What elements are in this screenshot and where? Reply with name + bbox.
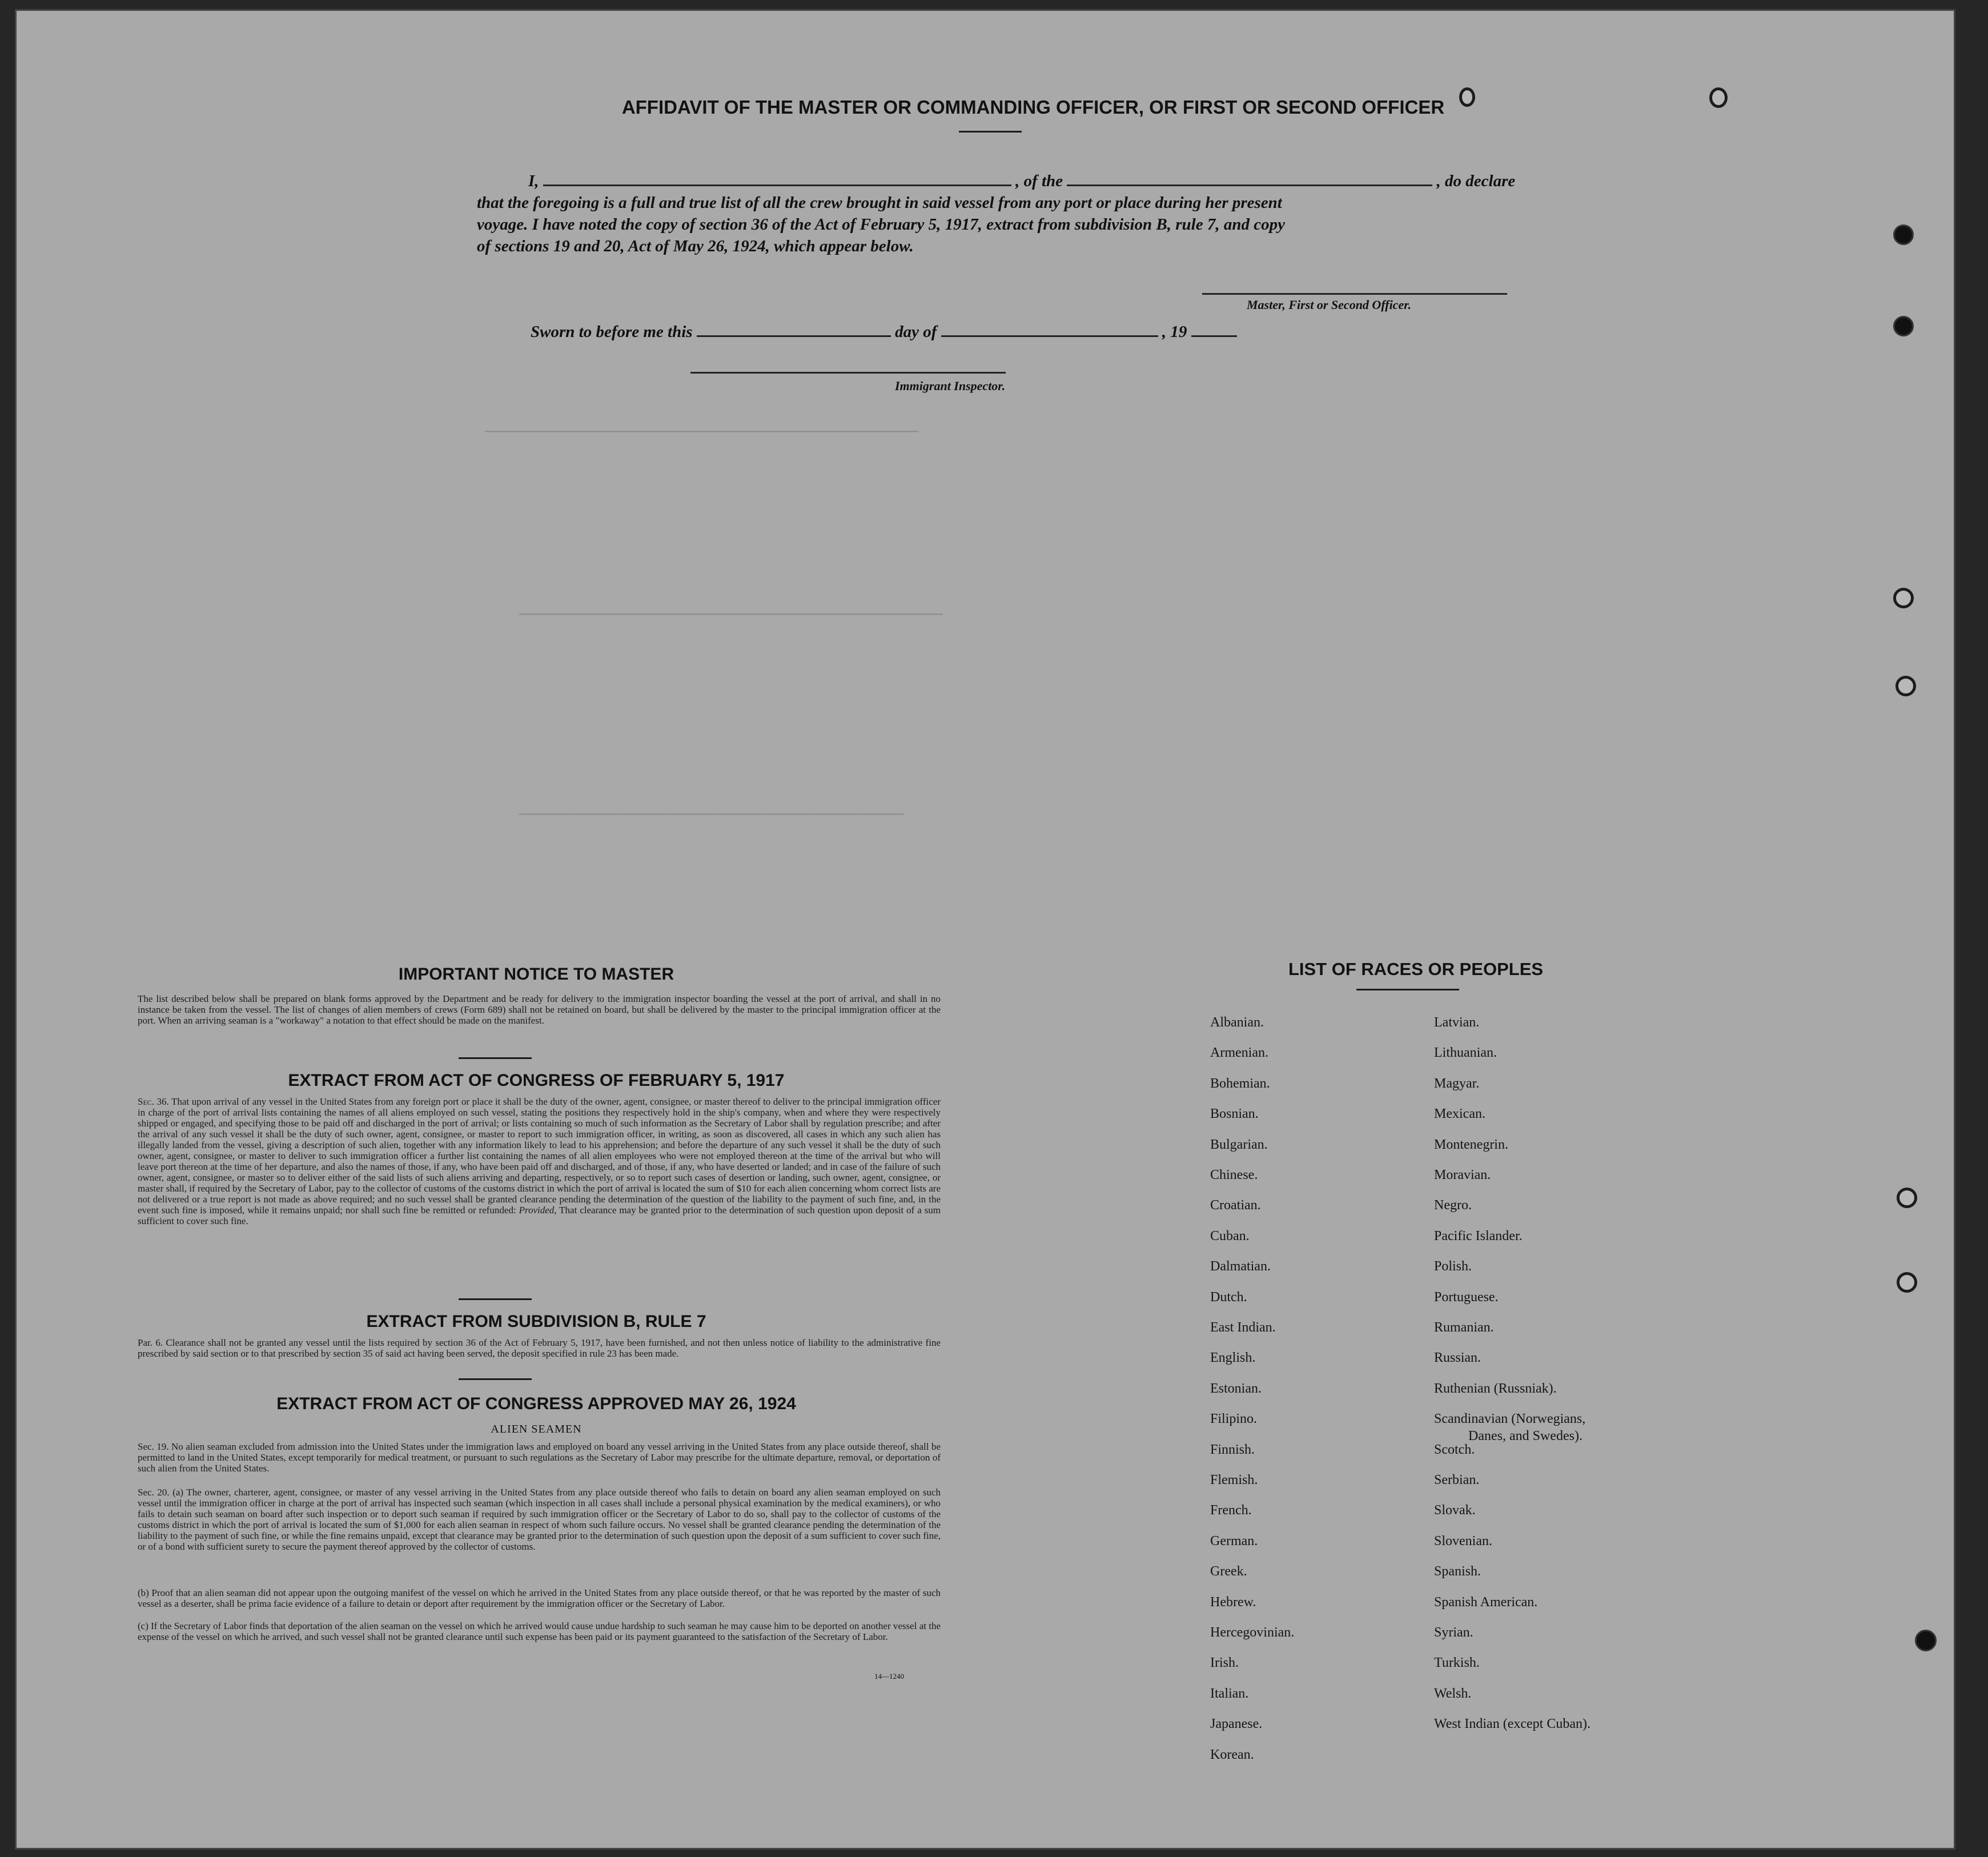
race-item: Bosnian. bbox=[1210, 1106, 1259, 1121]
race-item: Syrian. bbox=[1434, 1625, 1473, 1640]
rule-7-title: EXTRACT FROM SUBDIVISION B, RULE 7 bbox=[366, 1312, 706, 1331]
bleed-through-text: ──────────────────────────────────────────── bbox=[519, 605, 943, 624]
race-item: Bulgarian. bbox=[1210, 1137, 1268, 1152]
rule-7-rule bbox=[459, 1378, 532, 1380]
act-1917-section-text: That upon arrival of any vessel in the United States from any foreign port or place it shall be the duty of the owner, agent, consignee, or master thereof to deliver to the principal immigration officer in charge of the port of arrival lists containing the names of all aliens employed on such vessel, stating the positions they respectively hold in the ship's company, when and where they were respectively shipped or engaged, and specifying those to be paid off and discharged in the port of arrival; or lists containing so much of such information as the Secretary of Labor shall by regulation prescribe; and after the arrival of any such vessel it shall be the duty of such owner, agent, consignee, or master to report to such immigration officer, in writing, as soon as discovered, all cases in which any such alien has illegally landed from the vessel, giving a description of such alien, together with any information likely to lead to his apprehension; and before the departure of any such vessel it shall be the duty of such owner, agent, consignee, or master to deliver to such immigration officer a further list containing the names of all alien employees who were not employed thereon at the time of the arrival but who will leave port thereon at the time of her departure, and also the names of those, if any, who have been paid off and discharged, and of those, if any, who have deserted or landed; and in case of the failure of such owner, agent, consignee, or master so to deliver either of the said lists of such aliens arriving and departing, respectively, or so to report such cases of desertion or landing, such owner, agent, consignee, or master shall, if required by the Secretary of Labor, pay to the collector of customs of the customs district in which the port of arrival is located the sum of $10 for each alien concerning whom correct lists are not delivered or a true report is not made as above required; and no such vessel shall be granted clearance pending the determination of the question of the liability to the payment of such fine, and, in the event such fine is imposed, while it remains unpaid; nor shall such fine be remitted or refunded: bbox=[138, 1096, 941, 1216]
race-item: Hebrew. bbox=[1210, 1595, 1256, 1610]
act-1924-sec-20c: (c) If the Secretary of Labor finds that deportation of the alien seaman on the vessel on which he arrived would cause undue hardship to such seaman he may cause him to be deported on another vessel at the expense of the vessel on which he arrived, and such vessel shall not be granted clearance until such expense has been paid or its payment guaranteed to the satisfaction of the Secretary of Labor. bbox=[138, 1621, 941, 1642]
race-item: Irish. bbox=[1210, 1655, 1239, 1670]
race-item: East Indian. bbox=[1210, 1320, 1276, 1335]
race-item: Serbian. bbox=[1434, 1473, 1480, 1487]
affidavit-title-rule bbox=[959, 131, 1022, 133]
race-item: Hercegovinian. bbox=[1210, 1625, 1295, 1640]
race-item: Korean. bbox=[1210, 1747, 1254, 1762]
race-item: Portuguese. bbox=[1434, 1290, 1499, 1305]
affidavit-line-2: that the foregoing is a full and true list of all the crew brought in said vessel from any port or place during her present bbox=[477, 194, 1282, 212]
race-item: Chinese. bbox=[1210, 1168, 1258, 1182]
binder-hole-icon bbox=[1893, 588, 1914, 608]
notice-text: The list described below shall be prepared on blank forms approved by the Department and be ready for delivery to the immigration inspector boarding the vessel at the port of arrival, and shall in no instance be taken from the vessel. The list of changes of alien members of crews (Form 689) shall not be retained on board, but shall be delivered by the master to the principal immigration officer at the port. When an arriving seaman is a "workaway" a notation to that effect should be made on the manifest. bbox=[138, 993, 941, 1026]
race-item: Filipino. bbox=[1210, 1411, 1258, 1426]
race-item: Estonian. bbox=[1210, 1381, 1262, 1396]
race-item: Scotch. bbox=[1434, 1442, 1475, 1457]
affidavit-line-3: voyage. I have noted the copy of section 36 of the Act of February 5, 1917, extract from subdivision B, rule 7, and copy bbox=[477, 215, 1285, 234]
race-item: Russian. bbox=[1434, 1350, 1481, 1365]
race-item: Albanian. bbox=[1210, 1015, 1264, 1030]
races-rule bbox=[1356, 989, 1459, 990]
sworn-day-of-label: day of bbox=[895, 323, 937, 341]
race-item: Lithuanian. bbox=[1434, 1045, 1497, 1060]
race-item: Flemish. bbox=[1210, 1473, 1258, 1487]
binder-hole-icon bbox=[1897, 1188, 1917, 1208]
affidavit-declarant-label: I, bbox=[528, 172, 539, 190]
race-item: Moravian. bbox=[1434, 1168, 1491, 1182]
sworn-label: Sworn to before me this bbox=[531, 323, 693, 341]
race-item: West Indian (except Cuban). bbox=[1434, 1716, 1591, 1731]
act-1924-subtitle: ALIEN SEAMEN bbox=[491, 1423, 582, 1435]
race-item: English. bbox=[1210, 1350, 1256, 1365]
notice-rule bbox=[459, 1057, 532, 1059]
race-item: Armenian. bbox=[1210, 1045, 1268, 1060]
race-item: Mexican. bbox=[1434, 1106, 1485, 1121]
notice-title: IMPORTANT NOTICE TO MASTER bbox=[398, 965, 674, 984]
master-signature-caption: Master, First or Second Officer. bbox=[1247, 298, 1412, 312]
act-1924-title: EXTRACT FROM ACT OF CONGRESS APPROVED MAY 26, 1924 bbox=[276, 1394, 796, 1413]
race-item: Turkish. bbox=[1434, 1655, 1480, 1670]
rule-7-text: Par. 6. Clearance shall not be granted any vessel until the lists required by section 36 of the Act of February 5, 1917, have been furnished, and not then unless notice of liability to the administrative fine prescribed by said section or to that prescribed by section 35 of said act having been served, the deposit specified in rule 23 has been made. bbox=[138, 1337, 941, 1359]
race-item: Italian. bbox=[1210, 1686, 1249, 1701]
race-item: Bohemian. bbox=[1210, 1076, 1270, 1091]
affidavit-declare-label: , do declare bbox=[1436, 172, 1516, 190]
race-item: Greek. bbox=[1210, 1564, 1247, 1579]
act-1924-sec-19: Sec. 19. No alien seaman excluded from admission into the United States under the immigration laws and employed on board any vessel arriving in the United States from any place outside thereof, shall be permitted to land in the United States, except temporarily for medical treatment, or pursuant to such regulations as the Secretary of Labor may prescribe for the ultimate departure, removal, or deportation of such alien from the United States. bbox=[138, 1441, 941, 1474]
race-item: Negro. bbox=[1434, 1198, 1472, 1213]
declarant-name-blank[interactable] bbox=[543, 185, 1011, 186]
race-item: Montenegrin. bbox=[1434, 1137, 1508, 1152]
binder-hole-icon bbox=[1893, 224, 1914, 245]
race-item: Finnish. bbox=[1210, 1442, 1255, 1457]
race-item: Dutch. bbox=[1210, 1290, 1247, 1305]
race-item: Croatian. bbox=[1210, 1198, 1261, 1213]
race-item: Pacific Islander. bbox=[1434, 1229, 1523, 1244]
race-item: Welsh. bbox=[1434, 1686, 1472, 1701]
race-item: Spanish American. bbox=[1434, 1595, 1538, 1610]
race-item: Cuban. bbox=[1210, 1229, 1250, 1244]
race-item: French. bbox=[1210, 1503, 1252, 1518]
affidavit-title: AFFIDAVIT OF THE MASTER OR COMMANDING OFFICER, OR FIRST OR SECOND OFFICER bbox=[621, 97, 1445, 118]
binder-hole-icon bbox=[1459, 87, 1475, 107]
act-1917-proviso-label: Provided, bbox=[519, 1205, 557, 1216]
binder-hole-icon bbox=[1709, 87, 1728, 108]
act-1924-sec-20b: (b) Proof that an alien seaman did not appear upon the outgoing manifest of the vessel on which he arrived in the United States from any place outside thereof, or that he was reported by the master of such vessel as a deserter, shall be prima facie evidence of a failure to detain or deport after requirement by the immigration officer or the Secretary of Labor. bbox=[138, 1587, 941, 1609]
race-item: Polish. bbox=[1434, 1259, 1472, 1274]
act-1917-section-label: Sec. 36. bbox=[138, 1096, 169, 1107]
act-1917-text bbox=[138, 1096, 941, 1226]
binder-hole-icon bbox=[1915, 1630, 1937, 1651]
act-1917-proviso-text: That clearance may be granted prior to the determination of such question upon deposit of a sum sufficient to cover such fine. bbox=[138, 1205, 941, 1226]
master-signature-line[interactable] bbox=[1202, 293, 1507, 295]
race-item: Japanese. bbox=[1210, 1716, 1263, 1731]
act-1917-title: EXTRACT FROM ACT OF CONGRESS OF FEBRUARY 5, 1917 bbox=[288, 1071, 785, 1090]
form-number: 14—1240 bbox=[874, 1672, 904, 1680]
race-item: Ruthenian (Russniak). bbox=[1434, 1381, 1557, 1396]
race-item: Scandinavian (Norwegians, bbox=[1434, 1411, 1586, 1426]
race-item: Magyar. bbox=[1434, 1076, 1480, 1091]
races-title: LIST OF RACES OR PEOPLES bbox=[1288, 959, 1544, 979]
affidavit-of-the-label: , of the bbox=[1015, 172, 1063, 190]
sworn-year-blank[interactable] bbox=[1191, 335, 1237, 337]
race-item: Rumanian. bbox=[1434, 1320, 1494, 1335]
vessel-name-blank[interactable] bbox=[1067, 185, 1432, 186]
sworn-month-blank[interactable] bbox=[941, 335, 1158, 337]
race-item: Slovenian. bbox=[1434, 1534, 1492, 1549]
sworn-day-blank[interactable] bbox=[697, 335, 891, 337]
race-item: German. bbox=[1210, 1534, 1258, 1549]
act-1924-sec-20a: Sec. 20. (a) The owner, charterer, agent, consignee, or master of any vessel arriving in the United States from any place outside thereof who fails to detain on board any alien seaman employed on such vessel until the immigration officer in charge at the port of arrival has inspected such seaman (which inspection in all cases shall include a personal physical examination by the medical examiners), or who fails to detain such seaman on board after such inspection or to deport such seaman if required by such immigration officer or the Secretary of Labor to do so, shall pay to the collector of customs of the customs district in which the port of arrival is located the sum of $1,000 for each alien seaman in respect of whom such failure occurs. No vessel shall be granted clearance pending the determination of the liability to the payment of such fine, or while the fine remains unpaid, except that clearance may be granted prior to the determination of such question upon the deposit of a sum sufficient to cover such fine, or of a bond with sufficient surety to secure the payment thereof approved by the collector of customs. bbox=[138, 1487, 941, 1552]
binder-hole-icon bbox=[1897, 1272, 1917, 1293]
race-item: Dalmatian. bbox=[1210, 1259, 1271, 1274]
binder-hole-icon bbox=[1893, 316, 1914, 336]
sworn-line bbox=[531, 323, 1237, 342]
document-page bbox=[15, 9, 1955, 1850]
bleed-through-text: ──────────────────────────────────────── bbox=[519, 805, 905, 824]
affidavit-line-4: of sections 19 and 20, Act of May 26, 1924, which appear below. bbox=[477, 237, 914, 255]
race-scandinavian-wrap: Danes, and Swedes). bbox=[1468, 1429, 1583, 1443]
act-1917-rule bbox=[459, 1298, 532, 1300]
race-item: Latvian. bbox=[1434, 1015, 1480, 1030]
affidavit-line-1 bbox=[528, 172, 1515, 191]
binder-hole-icon bbox=[1895, 676, 1916, 696]
sworn-year-label: , 19 bbox=[1162, 323, 1187, 341]
inspector-signature-line[interactable] bbox=[690, 372, 1006, 374]
race-item: Slovak. bbox=[1434, 1503, 1476, 1518]
inspector-caption: Immigrant Inspector. bbox=[895, 379, 1006, 393]
bleed-through-text: ───────────────────────────────────────────── bbox=[485, 422, 918, 441]
race-item: Spanish. bbox=[1434, 1564, 1481, 1579]
